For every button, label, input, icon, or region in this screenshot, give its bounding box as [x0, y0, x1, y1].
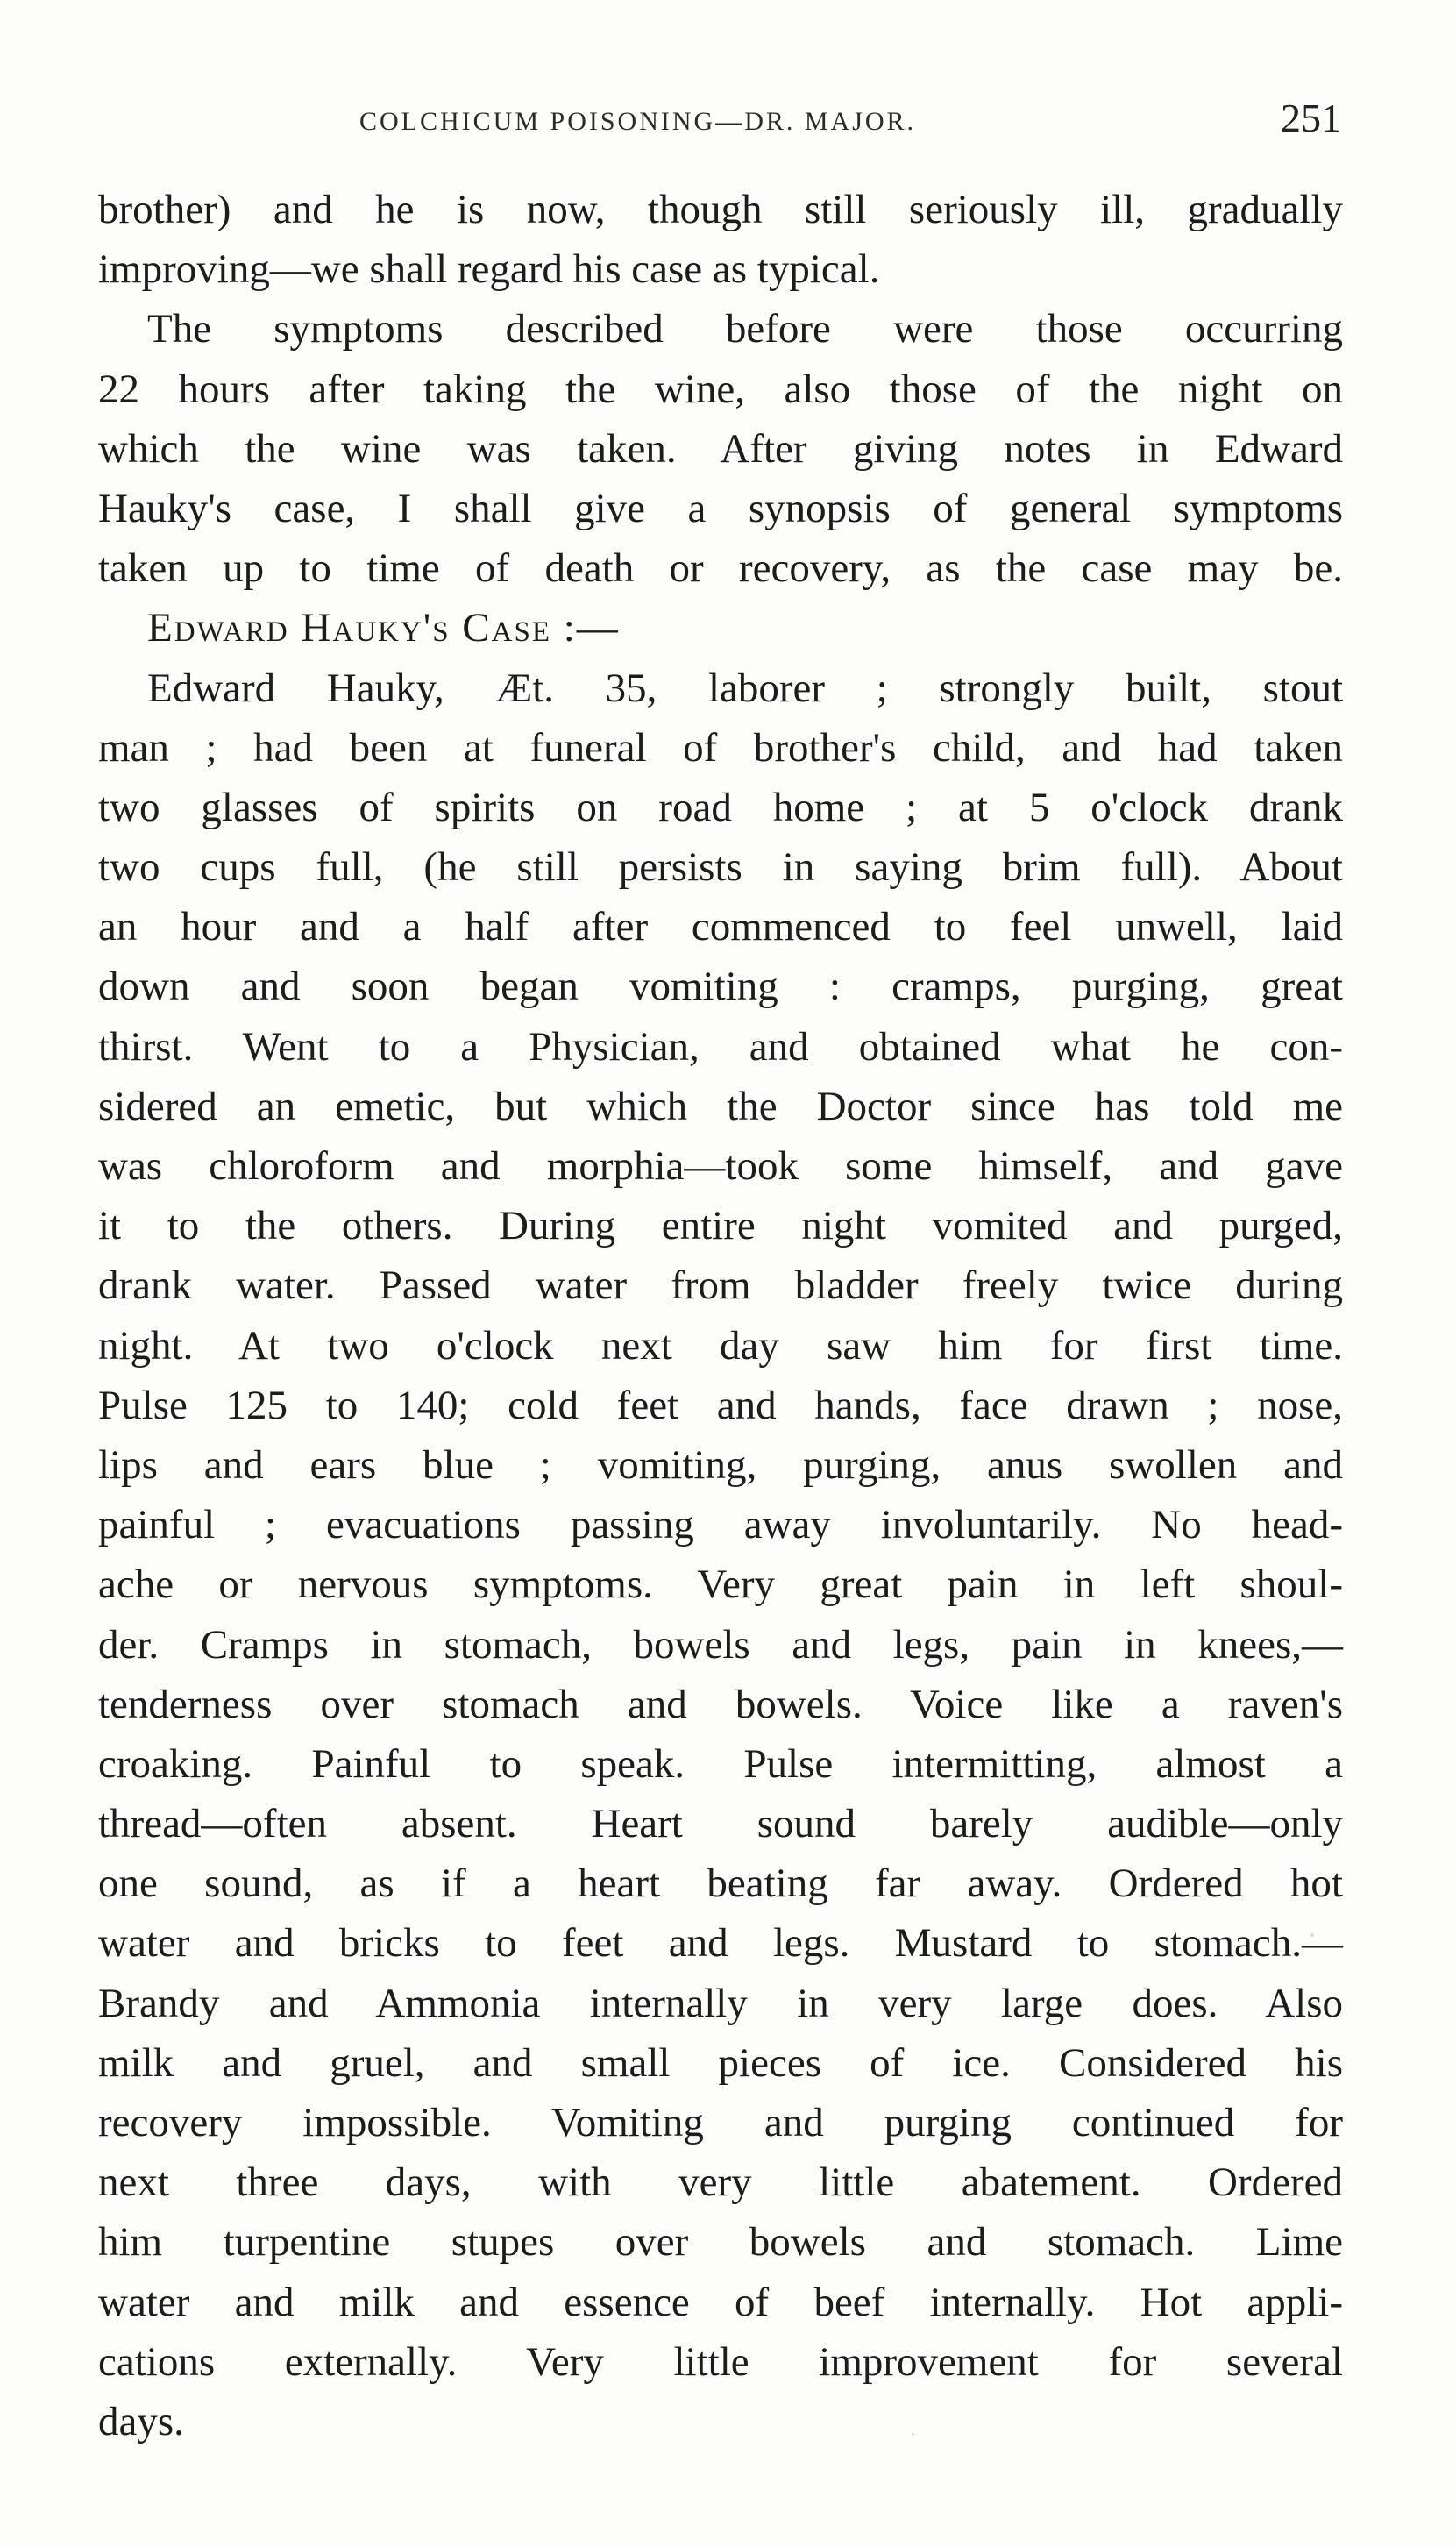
- text-line: ache or nervous symptoms. Very great pain in left shoul-: [98, 1562, 1343, 1608]
- text-line: an hour and a half after commenced to feel unwell, laid: [98, 904, 1343, 950]
- text-line: which the wine was taken. After giving notes in Edward: [98, 425, 1343, 472]
- text-line: Hauky's case, I shall give a synopsis of general symptoms: [98, 485, 1343, 531]
- text-line: one sound, as if a heart beating far away. Ordered hot: [98, 1860, 1343, 1907]
- text-line: lips and ears blue ; vomiting, purging, anus swollen and: [98, 1441, 1343, 1488]
- text-line: brother) and he is now, though still seriously ill, gradually: [98, 187, 1343, 232]
- text-line: improving—we shall regard his case as typical.: [98, 246, 880, 293]
- text-line: him turpentine stupes over bowels and stomach. Lime: [98, 2219, 1343, 2266]
- text-line: The symptoms described before were those occurring: [147, 306, 1343, 352]
- running-head: [96, 95, 1341, 147]
- text-line: thread—often absent. Heart sound barely audible—only: [98, 1801, 1343, 1847]
- text-line: man ; had been at funeral of brother's child, and had taken: [98, 724, 1343, 771]
- text-line: painful ; evacuations passing away involuntarily. No head-: [98, 1502, 1343, 1548]
- text-line: down and soon began vomiting : cramps, purging, great: [98, 964, 1343, 1010]
- text-line: recovery impossible. Vomiting and purging continued for: [98, 2100, 1343, 2145]
- section-heading: Edward Hauky's Case :—: [147, 605, 620, 651]
- text-line: cations externally. Very little improvement for several: [98, 2338, 1343, 2385]
- text-line: two cups full, (he still persists in saying brim full). About: [98, 844, 1343, 891]
- text-line: was chloroform and morphia—took some himself, and gave: [98, 1143, 1343, 1189]
- text-line: sidered an emetic, but which the Doctor since has told me: [98, 1083, 1343, 1129]
- text-line: two glasses of spirits on road home ; at 5 o'clock drank: [98, 784, 1343, 830]
- text-line: Brandy and Ammonia internally in very large does. Also: [98, 1980, 1343, 2026]
- text-line: thirst. Went to a Physician, and obtained what he con-: [98, 1023, 1343, 1070]
- text-line: Pulse 125 to 140; cold feet and hands, face drawn ; nose,: [98, 1382, 1343, 1428]
- text-line: drank water. Passed water from bladder freely twice during: [98, 1263, 1343, 1309]
- running-title: COLCHICUM POISONING—DR. MAJOR.: [359, 107, 917, 136]
- body-text: [98, 180, 1343, 2451]
- paper-speck: [912, 2433, 914, 2436]
- paper-speck: [1310, 1933, 1314, 1937]
- text-line: next three days, with very little abatement. Ordered: [98, 2159, 1343, 2206]
- text-line: it to the others. During entire night vomited and purged,: [98, 1203, 1343, 1249]
- text-line: milk and gruel, and small pieces of ice. Considered his: [98, 2039, 1343, 2086]
- text-line: taken up to time of death or recovery, as the case may be.: [98, 545, 1343, 592]
- text-line: Edward Hauky, Æt. 35, laborer ; strongly built, stout: [147, 665, 1343, 711]
- text-line: der. Cramps in stomach, bowels and legs, pain in knees,—: [98, 1621, 1343, 1668]
- text-line: croaking. Painful to speak. Pulse intermitting, almost a: [98, 1740, 1343, 1787]
- page-number: 251: [1281, 96, 1341, 140]
- text-line: water and milk and essence of beef internally. Hot appli-: [98, 2279, 1343, 2325]
- text-line: water and bricks to feet and legs. Mustard to stomach.—: [98, 1920, 1343, 1967]
- text-line: night. At two o'clock next day saw him for first time.: [98, 1322, 1343, 1369]
- text-line: days.: [98, 2398, 184, 2444]
- text-line: tenderness over stomach and bowels. Voice like a raven's: [98, 1681, 1343, 1727]
- text-line: 22 hours after taking the wine, also those of the night on: [98, 366, 1343, 412]
- paper-speck: [1280, 2253, 1282, 2256]
